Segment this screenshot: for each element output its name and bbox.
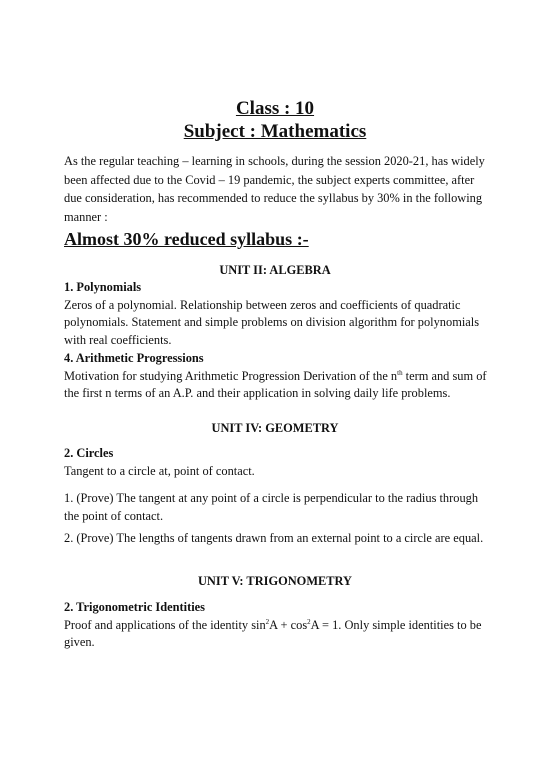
topic-title: 4. Arithmetic Progressions — [64, 351, 204, 365]
superscript: 2 — [307, 617, 311, 626]
topic-text: Tangent to a circle at, point of contact. — [64, 463, 255, 478]
topic-text: Proof and applications of the identity sin — [64, 617, 266, 632]
subject-title: Subject : Mathematics — [183, 121, 367, 142]
topic-text: Zeros of a polynomial. Relationship between zeros and coefficients of quadratic polynomials. Statement and simple problems on division algorithm for polynomials with real coefficients. — [64, 297, 480, 347]
reduced-syllabus-heading: Almost 30% reduced syllabus :- — [64, 229, 309, 249]
topic-text: Motivation for studying Arithmetic Progression Derivation of the n — [64, 368, 398, 383]
topic-arithmetic-progressions — [64, 350, 494, 403]
topic-trigonometric-identities — [64, 599, 494, 652]
topic-title: 1. Polynomials — [64, 280, 142, 294]
topic-text: A = 1. Only simple identities to be given. — [64, 617, 482, 649]
circle-point-2: 2. (Prove) The lengths of tangents drawn from an external point to a circle are equal. — [64, 531, 484, 545]
topic-text: A + cos — [269, 617, 308, 632]
topic-polynomials — [64, 279, 494, 349]
topic-text: term and sum of the first n terms of an A.P. and their application in solving daily life problems. — [64, 368, 487, 400]
unit-heading-algebra: UNIT II: ALGEBRA — [219, 263, 331, 277]
class-title: Class : 10 — [235, 98, 315, 119]
unit-heading-geometry: UNIT IV: GEOMETRY — [211, 421, 339, 435]
superscript: 2 — [265, 617, 270, 626]
circle-point-1: 1. (Prove) The tangent at any point of a circle is perpendicular to the radius through the point of contact. — [64, 491, 479, 523]
unit-heading-trigonometry: UNIT V: TRIGONOMETRY — [197, 574, 353, 588]
topic-title: 2. Circles — [64, 446, 114, 460]
topic-circles — [64, 445, 494, 480]
superscript: th — [397, 368, 403, 377]
topic-title: 2. Trigonometric Identities — [64, 600, 205, 614]
intro-paragraph: As the regular teaching – learning in schools, during the session 2020-21, has widely been affected due to the Covid – 19 pandemic, the subject experts committee, after due consideration, has recommended to reduce the syllabus by 30% in the following manner : — [64, 154, 485, 224]
